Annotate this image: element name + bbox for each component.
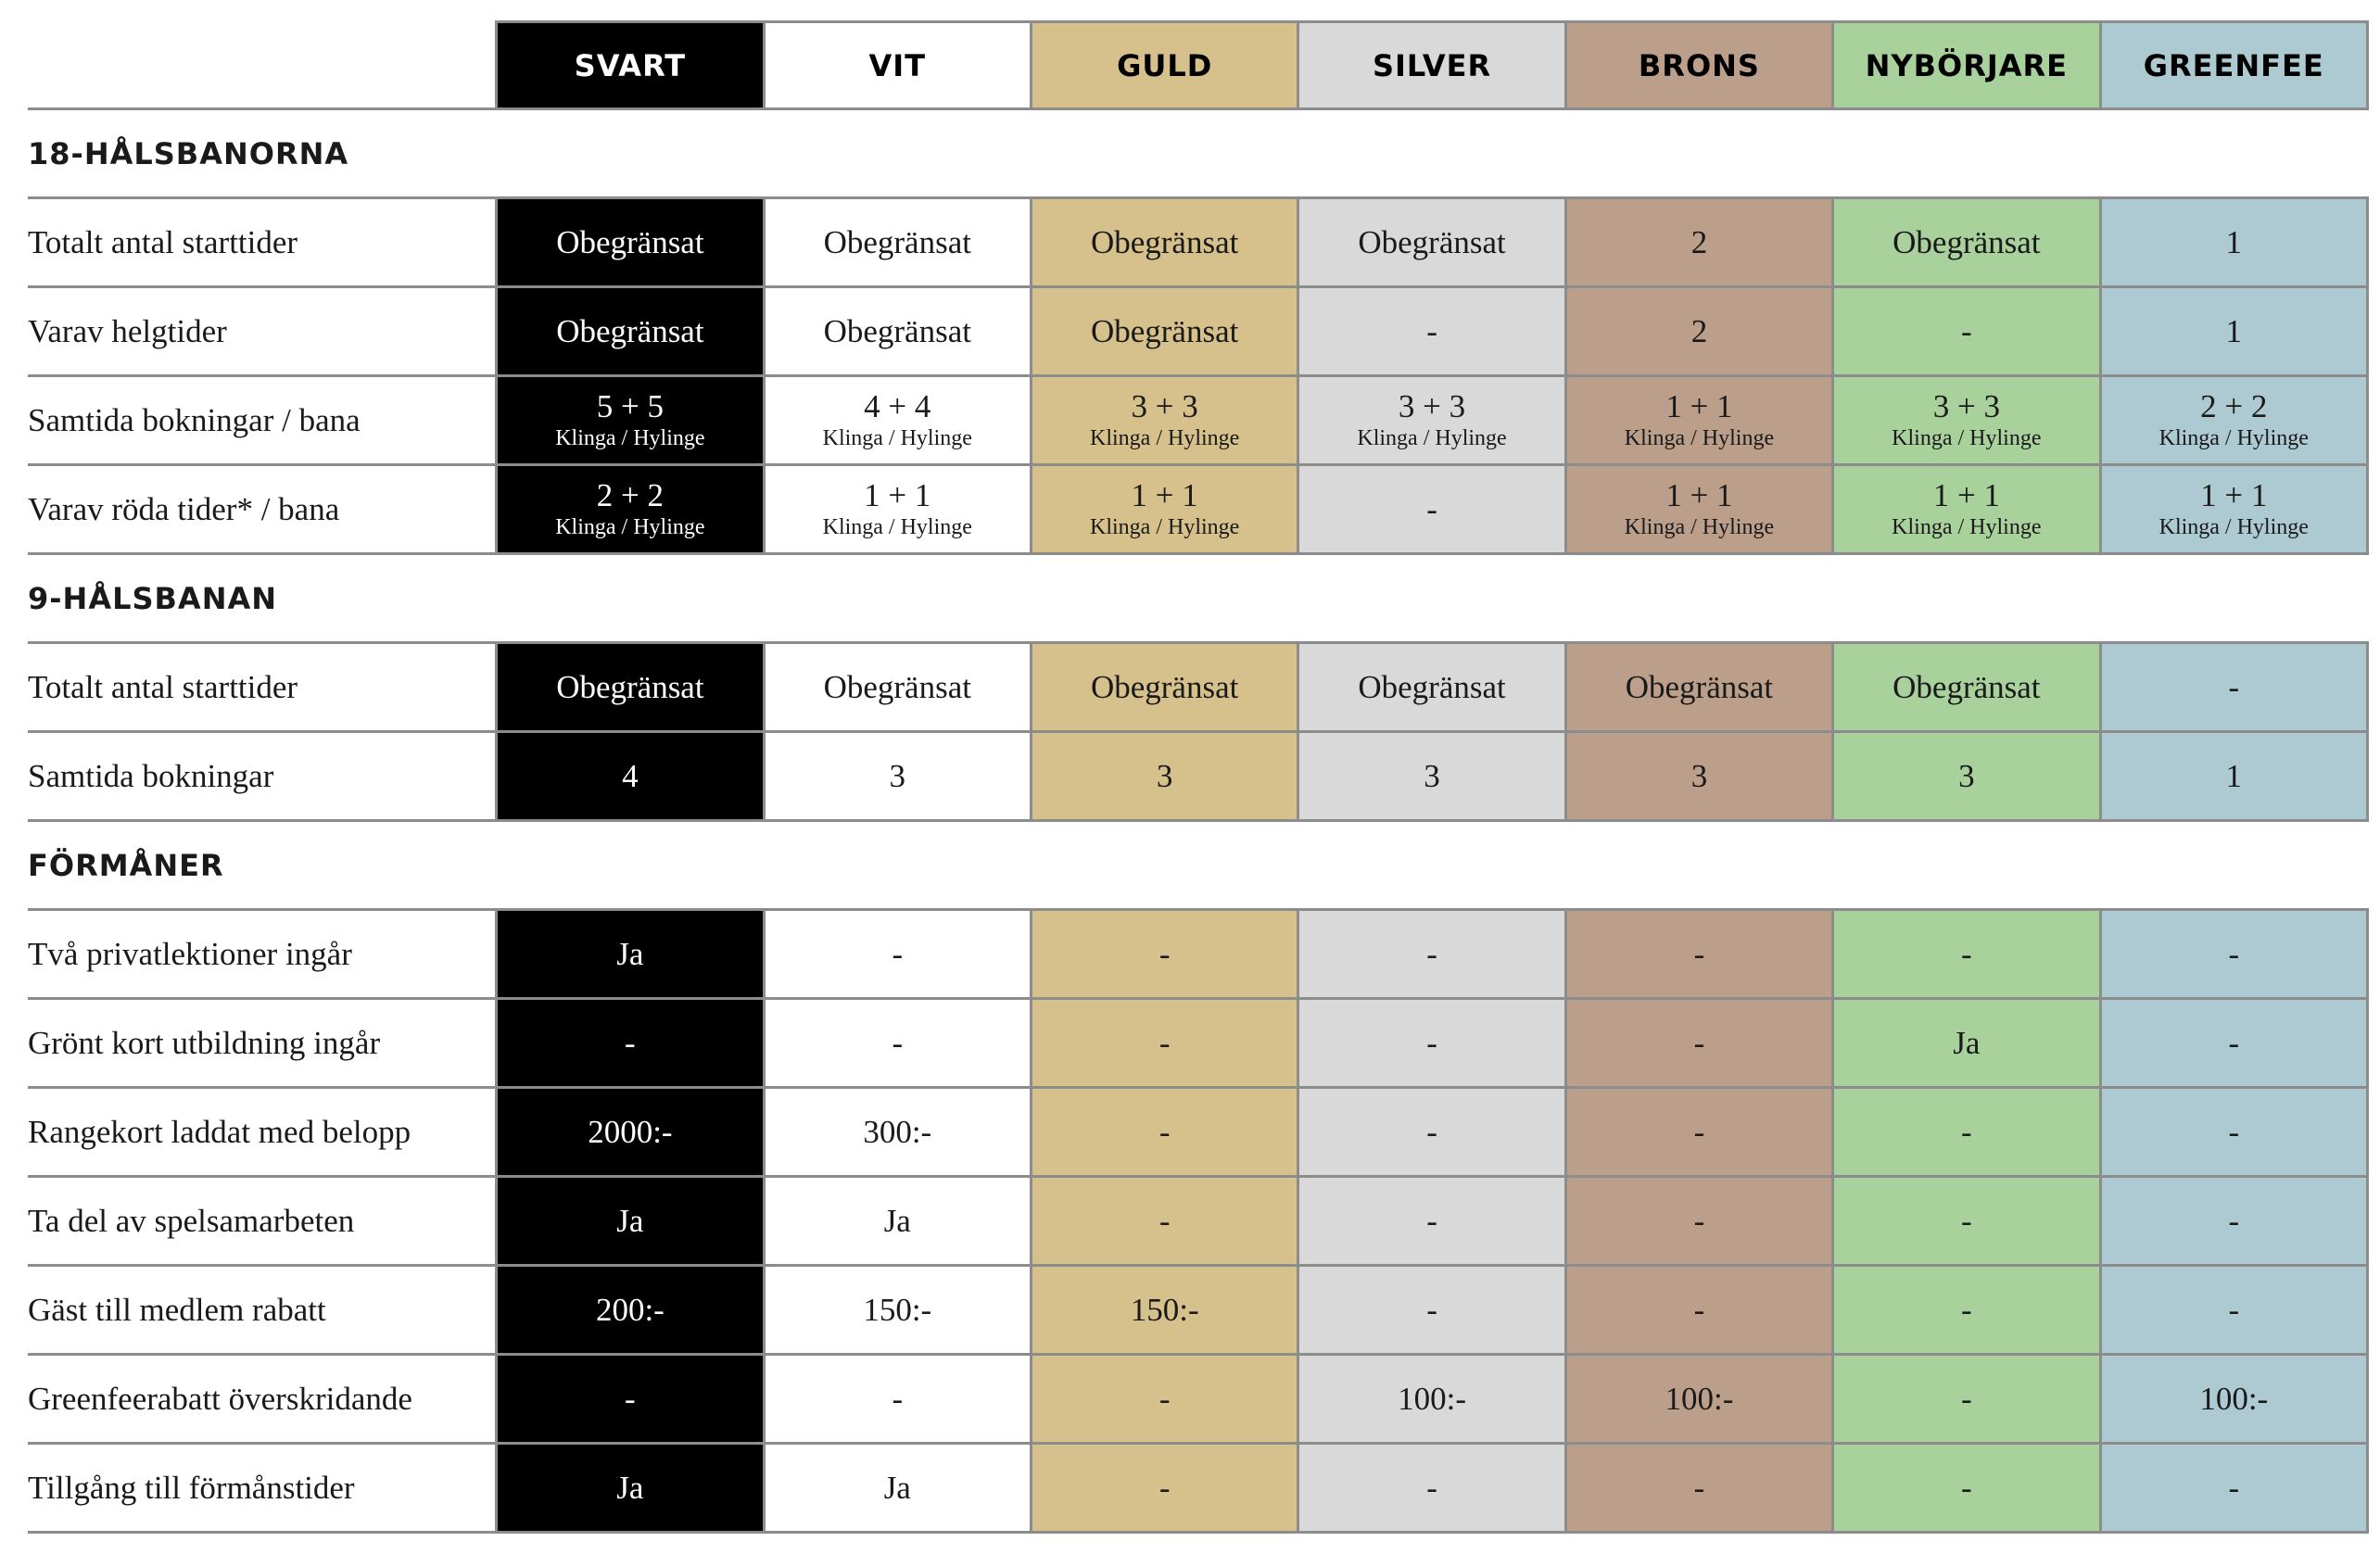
membership-comparison — [28, 20, 2369, 1534]
table-row — [28, 999, 2368, 1088]
cell-value: - — [1961, 1291, 1972, 1328]
cell-value: - — [1158, 1469, 1171, 1506]
cell-value: Obegränsat — [1893, 668, 2041, 705]
cell-value: 100:- — [2199, 1380, 2269, 1417]
column-header-svart: SVART — [497, 22, 764, 109]
cell-greenfee — [2100, 376, 2367, 465]
column-header-greenfee: GREENFEE — [2100, 22, 2367, 109]
cell-guld — [1031, 1355, 1298, 1444]
cell-course-names: Klinga / Hylinge — [2158, 514, 2309, 539]
cell-value: - — [1961, 935, 1972, 972]
cell-value: 2000:- — [588, 1113, 673, 1150]
cell-guld — [1031, 465, 1298, 554]
cell-brons — [1565, 1266, 1832, 1355]
cell-value: - — [892, 1024, 904, 1061]
cell-value: - — [2228, 1469, 2240, 1506]
cell-course-names: Klinga / Hylinge — [822, 514, 972, 539]
cell-greenfee — [2100, 1444, 2367, 1533]
cell-value: - — [1961, 1113, 1972, 1150]
cell-value: 3 + 3 — [1398, 387, 1466, 424]
table-row — [28, 1177, 2368, 1266]
cell-course-names: Klinga / Hylinge — [822, 425, 972, 450]
cell-value: Obegränsat — [1090, 223, 1239, 260]
cell-value: 2 — [1690, 312, 1708, 349]
cell-value: 200:- — [595, 1291, 665, 1328]
cell-value: 1 + 1 — [2200, 476, 2268, 513]
cell-value: - — [892, 1380, 904, 1417]
table-row — [28, 287, 2368, 376]
table-row — [28, 732, 2368, 821]
cell-silver — [1298, 198, 1565, 287]
cell-value: 1 + 1 — [1665, 387, 1733, 424]
cell-value: 1 — [2225, 757, 2243, 794]
cell-value: - — [2228, 1113, 2240, 1150]
cell-nyborjare — [1833, 643, 2100, 732]
cell-value: Obegränsat — [823, 223, 971, 260]
cell-brons — [1565, 198, 1832, 287]
cell-value: - — [1693, 1291, 1705, 1328]
cell-vit — [764, 1266, 1031, 1355]
cell-value: Obegränsat — [823, 312, 971, 349]
cell-value: 3 — [1690, 757, 1708, 794]
cell-value: - — [1426, 1113, 1437, 1150]
cell-silver — [1298, 376, 1565, 465]
cell-silver — [1298, 1355, 1565, 1444]
cell-silver — [1298, 732, 1565, 821]
cell-guld — [1031, 732, 1298, 821]
cell-vit — [764, 910, 1031, 999]
cell-greenfee — [2100, 198, 2367, 287]
cell-value: - — [1426, 935, 1437, 972]
section-title: FÖRMÅNER — [28, 821, 2368, 910]
cell-value: - — [1426, 312, 1437, 349]
cell-course-names: Klinga / Hylinge — [1357, 425, 1507, 450]
cell-value: - — [2228, 1024, 2240, 1061]
cell-value: - — [2228, 1202, 2240, 1239]
cell-greenfee — [2100, 643, 2367, 732]
cell-value: 150:- — [863, 1291, 932, 1328]
cell-guld — [1031, 910, 1298, 999]
cell-value: Ja — [1953, 1024, 1981, 1061]
cell-svart — [497, 198, 764, 287]
table-row — [28, 1088, 2368, 1177]
cell-greenfee — [2100, 910, 2367, 999]
cell-vit — [764, 287, 1031, 376]
cell-nyborjare — [1833, 376, 2100, 465]
cell-svart — [497, 465, 764, 554]
cell-value: Ja — [616, 1202, 644, 1239]
table-row — [28, 1266, 2368, 1355]
cell-value: 300:- — [863, 1113, 932, 1150]
cell-course-names: Klinga / Hylinge — [555, 425, 705, 450]
cell-brons — [1565, 643, 1832, 732]
cell-guld — [1031, 999, 1298, 1088]
row-label: Grönt kort utbildning ingår — [28, 999, 497, 1088]
section-header-row — [28, 554, 2368, 643]
cell-nyborjare — [1833, 1088, 2100, 1177]
cell-nyborjare — [1833, 1355, 2100, 1444]
header-row — [28, 22, 2368, 109]
cell-svart — [497, 376, 764, 465]
cell-greenfee — [2100, 732, 2367, 821]
section-header-row — [28, 109, 2368, 198]
cell-vit — [764, 999, 1031, 1088]
cell-nyborjare — [1833, 999, 2100, 1088]
cell-nyborjare — [1833, 910, 2100, 999]
cell-value: - — [1426, 1024, 1437, 1061]
cell-value: - — [1426, 1469, 1437, 1506]
row-label: Gäst till medlem rabatt — [28, 1266, 497, 1355]
cell-value: Obegränsat — [556, 312, 704, 349]
row-label: Totalt antal starttider — [28, 643, 497, 732]
cell-value: Obegränsat — [556, 223, 704, 260]
cell-value: - — [1693, 935, 1705, 972]
cell-value: Obegränsat — [1358, 223, 1506, 260]
cell-value: - — [1158, 1380, 1171, 1417]
table-row — [28, 376, 2368, 465]
cell-course-names: Klinga / Hylinge — [1892, 514, 2042, 539]
row-label: Rangekort laddat med belopp — [28, 1088, 497, 1177]
cell-value: Obegränsat — [1893, 223, 2041, 260]
cell-svart — [497, 287, 764, 376]
cell-value: Obegränsat — [823, 668, 971, 705]
cell-value: 3 — [1958, 757, 1975, 794]
cell-greenfee — [2100, 1266, 2367, 1355]
cell-value: 1 — [2225, 223, 2243, 260]
table-row — [28, 465, 2368, 554]
cell-guld — [1031, 1444, 1298, 1533]
cell-value: 3 — [889, 757, 906, 794]
column-header-silver: SILVER — [1298, 22, 1565, 109]
cell-value: - — [1158, 1202, 1171, 1239]
cell-course-names: Klinga / Hylinge — [1090, 425, 1240, 450]
cell-value: 3 + 3 — [1131, 387, 1198, 424]
row-label: Greenfeerabatt överskridande — [28, 1355, 497, 1444]
cell-brons — [1565, 465, 1832, 554]
cell-brons — [1565, 910, 1832, 999]
cell-value: 3 — [1156, 757, 1173, 794]
cell-brons — [1565, 999, 1832, 1088]
header-blank-cell — [28, 22, 497, 109]
row-label: Varav röda tider* / bana — [28, 465, 497, 554]
cell-nyborjare — [1833, 198, 2100, 287]
cell-value: - — [2228, 935, 2240, 972]
cell-value: - — [1693, 1024, 1705, 1061]
column-header-nyborjare: NYBÖRJARE — [1833, 22, 2100, 109]
cell-value: Obegränsat — [1090, 668, 1239, 705]
cell-value: Obegränsat — [556, 668, 704, 705]
cell-guld — [1031, 1266, 1298, 1355]
cell-vit — [764, 465, 1031, 554]
section-header-row — [28, 821, 2368, 910]
cell-vit — [764, 1088, 1031, 1177]
cell-value: - — [1961, 1202, 1972, 1239]
cell-value: Obegränsat — [1625, 668, 1774, 705]
cell-value: 1 + 1 — [864, 476, 931, 513]
cell-value: - — [1693, 1469, 1705, 1506]
cell-course-names: Klinga / Hylinge — [555, 514, 705, 539]
cell-silver — [1298, 287, 1565, 376]
cell-value: 1 + 1 — [1932, 476, 2000, 513]
column-header-guld: GULD — [1031, 22, 1298, 109]
cell-silver — [1298, 465, 1565, 554]
cell-course-names: Klinga / Hylinge — [1892, 425, 2042, 450]
cell-value: Ja — [883, 1202, 911, 1239]
cell-svart — [497, 1088, 764, 1177]
cell-nyborjare — [1833, 1444, 2100, 1533]
cell-silver — [1298, 1444, 1565, 1533]
cell-value: 4 — [622, 757, 639, 794]
section-title: 18-HÅLSBANORNA — [28, 109, 2368, 198]
cell-guld — [1031, 1088, 1298, 1177]
cell-value: - — [1158, 1024, 1171, 1061]
cell-greenfee — [2100, 465, 2367, 554]
cell-svart — [497, 732, 764, 821]
cell-course-names: Klinga / Hylinge — [2158, 425, 2309, 450]
cell-value: - — [1158, 1113, 1171, 1150]
table-row — [28, 198, 2368, 287]
cell-silver — [1298, 1177, 1565, 1266]
cell-guld — [1031, 1177, 1298, 1266]
cell-brons — [1565, 1355, 1832, 1444]
cell-value: Ja — [616, 1469, 644, 1506]
row-label: Tillgång till förmånstider — [28, 1444, 497, 1533]
cell-vit — [764, 376, 1031, 465]
cell-value: - — [1693, 1202, 1705, 1239]
cell-value: 1 + 1 — [1665, 476, 1733, 513]
cell-value: - — [2228, 1291, 2240, 1328]
table-row — [28, 910, 2368, 999]
cell-guld — [1031, 643, 1298, 732]
cell-nyborjare — [1833, 732, 2100, 821]
table-row — [28, 1444, 2368, 1533]
cell-value: - — [625, 1380, 636, 1417]
cell-value: - — [1426, 490, 1437, 527]
cell-value: 2 — [1690, 223, 1708, 260]
cell-value: - — [892, 935, 904, 972]
cell-svart — [497, 1444, 764, 1533]
cell-svart — [497, 910, 764, 999]
column-header-vit: VIT — [764, 22, 1031, 109]
cell-value: 1 — [2225, 312, 2243, 349]
row-label: Varav helgtider — [28, 287, 497, 376]
table-row — [28, 1355, 2368, 1444]
cell-svart — [497, 1177, 764, 1266]
cell-greenfee — [2100, 287, 2367, 376]
cell-silver — [1298, 910, 1565, 999]
cell-greenfee — [2100, 1177, 2367, 1266]
cell-silver — [1298, 1088, 1565, 1177]
cell-brons — [1565, 1177, 1832, 1266]
row-label: Ta del av spelsamarbeten — [28, 1177, 497, 1266]
cell-value: 3 — [1424, 757, 1440, 794]
cell-value: - — [625, 1024, 636, 1061]
row-label: Samtida bokningar / bana — [28, 376, 497, 465]
cell-silver — [1298, 999, 1565, 1088]
row-label: Samtida bokningar — [28, 732, 497, 821]
table-row — [28, 643, 2368, 732]
cell-nyborjare — [1833, 1266, 2100, 1355]
cell-nyborjare — [1833, 287, 2100, 376]
cell-svart — [497, 1355, 764, 1444]
cell-value: 3 + 3 — [1932, 387, 2000, 424]
cell-svart — [497, 999, 764, 1088]
cell-course-names: Klinga / Hylinge — [1624, 425, 1775, 450]
cell-value: - — [1961, 1469, 1972, 1506]
cell-value: 5 + 5 — [596, 387, 664, 424]
cell-value: - — [1158, 935, 1171, 972]
cell-value: 1 + 1 — [1131, 476, 1198, 513]
cell-vit — [764, 1177, 1031, 1266]
cell-greenfee — [2100, 1355, 2367, 1444]
cell-svart — [497, 643, 764, 732]
cell-value: - — [1426, 1202, 1437, 1239]
cell-vit — [764, 732, 1031, 821]
cell-value: Obegränsat — [1090, 312, 1239, 349]
cell-silver — [1298, 643, 1565, 732]
cell-value: 2 + 2 — [596, 476, 664, 513]
cell-greenfee — [2100, 999, 2367, 1088]
cell-vit — [764, 198, 1031, 287]
table-body — [28, 109, 2368, 1533]
cell-guld — [1031, 287, 1298, 376]
cell-value: 4 + 4 — [864, 387, 931, 424]
cell-vit — [764, 1444, 1031, 1533]
cell-nyborjare — [1833, 1177, 2100, 1266]
cell-nyborjare — [1833, 465, 2100, 554]
cell-brons — [1565, 732, 1832, 821]
cell-value: 150:- — [1130, 1291, 1199, 1328]
cell-svart — [497, 1266, 764, 1355]
cell-vit — [764, 1355, 1031, 1444]
section-title: 9-HÅLSBANAN — [28, 554, 2368, 643]
cell-brons — [1565, 287, 1832, 376]
cell-value: Ja — [883, 1469, 911, 1506]
cell-course-names: Klinga / Hylinge — [1090, 514, 1240, 539]
cell-greenfee — [2100, 1088, 2367, 1177]
cell-value: 100:- — [1398, 1380, 1466, 1417]
cell-guld — [1031, 198, 1298, 287]
cell-value: - — [2228, 668, 2240, 705]
cell-value: - — [1693, 1113, 1705, 1150]
cell-value: 2 + 2 — [2200, 387, 2268, 424]
column-header-brons: BRONS — [1565, 22, 1832, 109]
cell-value: - — [1961, 312, 1972, 349]
cell-silver — [1298, 1266, 1565, 1355]
cell-guld — [1031, 376, 1298, 465]
cell-vit — [764, 643, 1031, 732]
cell-brons — [1565, 1444, 1832, 1533]
cell-value: Ja — [616, 935, 644, 972]
cell-brons — [1565, 1088, 1832, 1177]
row-label: Totalt antal starttider — [28, 198, 497, 287]
row-label: Två privatlektioner ingår — [28, 910, 497, 999]
cell-value: - — [1426, 1291, 1437, 1328]
cell-value: Obegränsat — [1358, 668, 1506, 705]
cell-course-names: Klinga / Hylinge — [1624, 514, 1775, 539]
cell-brons — [1565, 376, 1832, 465]
cell-value: - — [1961, 1380, 1972, 1417]
cell-value: 100:- — [1665, 1380, 1734, 1417]
membership-table — [28, 20, 2369, 1534]
